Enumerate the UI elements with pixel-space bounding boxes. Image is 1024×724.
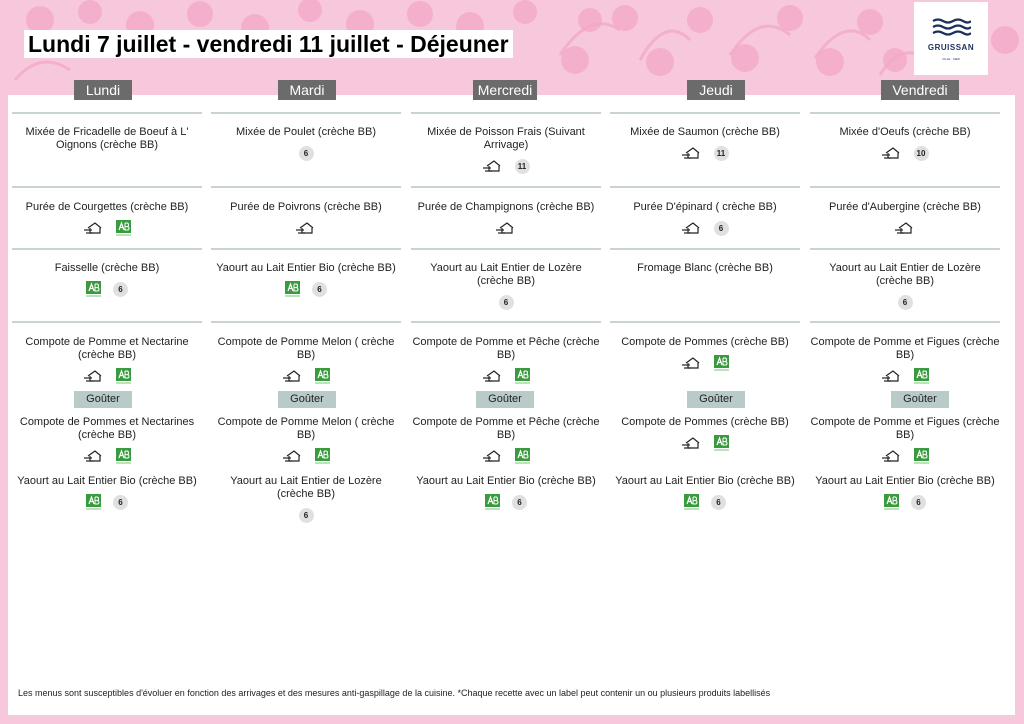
waves-icon	[931, 17, 971, 41]
dish-item	[411, 262, 601, 310]
dish-icons	[610, 220, 800, 236]
day-header-mardi: Mardi	[278, 80, 336, 100]
dish-label: Compote de Pommes (crèche BB)	[621, 336, 789, 348]
row-divider	[610, 321, 800, 323]
dish-icons	[12, 494, 202, 510]
ab-bio-icon	[714, 355, 729, 371]
row-divider	[211, 112, 401, 114]
dish-icons	[610, 435, 800, 451]
allergen-badge: 6	[299, 508, 314, 523]
allergen-badge: 6	[312, 282, 327, 297]
fait-maison-icon	[283, 369, 303, 383]
allergen-badge: 6	[911, 495, 926, 510]
dish-label: Compote de Pomme et Pêche (crèche BB)	[412, 336, 600, 361]
dish-item	[411, 336, 601, 384]
ab-bio-icon	[285, 281, 300, 297]
row-divider	[211, 248, 401, 250]
ab-bio-icon	[116, 368, 131, 384]
fait-maison-icon	[496, 221, 516, 235]
dish-item	[810, 126, 1000, 161]
ab-bio-icon	[116, 220, 131, 236]
fait-maison-icon	[84, 449, 104, 463]
dish-icons	[12, 368, 202, 384]
allergen-badge: 6	[499, 295, 514, 310]
dish-label: Purée D'épinard ( crèche BB)	[633, 201, 777, 213]
dish-icons	[610, 145, 800, 161]
dish-icons	[610, 494, 800, 510]
day-header-jeudi: Jeudi	[687, 80, 745, 100]
row-divider	[211, 186, 401, 188]
fait-maison-icon	[682, 436, 702, 450]
dish-icons	[211, 448, 401, 464]
dish-label: Faisselle (crèche BB)	[54, 262, 160, 274]
fait-maison-icon	[84, 221, 104, 235]
ab-bio-icon	[315, 448, 330, 464]
allergen-badge: 6	[299, 146, 314, 161]
allergen-badge: 11	[714, 146, 729, 161]
fait-maison-icon	[483, 369, 503, 383]
dish-label: Mixée de Poisson Frais (Suivant Arrivage)	[427, 126, 585, 151]
dish-label: Compote de Pomme et Nectarine (crèche BB)	[25, 336, 189, 361]
dish-label: Purée de Champignons (crèche BB)	[417, 201, 595, 213]
row-divider	[810, 112, 1000, 114]
ab-bio-icon	[914, 448, 929, 464]
row-divider	[411, 321, 601, 323]
logo-text: GRUISSAN	[927, 42, 975, 52]
row-divider	[411, 186, 601, 188]
dish-item	[810, 336, 1000, 384]
ab-bio-icon	[515, 448, 530, 464]
dish-label: Compote de Pommes (crèche BB)	[621, 416, 789, 428]
allergen-badge: 6	[113, 495, 128, 510]
dish-label: Purée de Courgettes (crèche BB)	[25, 201, 189, 213]
ab-bio-icon	[515, 368, 530, 384]
dish-icons	[810, 494, 1000, 510]
gruissan-logo	[914, 2, 988, 75]
dish-label: Mixée de Poulet (crèche BB)	[235, 126, 376, 138]
dish-label: Yaourt au Lait Entier Bio (crèche BB)	[615, 475, 795, 487]
allergen-badge: 6	[711, 495, 726, 510]
dish-icons	[810, 368, 1000, 384]
dish-icons	[211, 220, 401, 236]
dish-item	[12, 201, 202, 236]
dish-item	[411, 475, 601, 510]
dish-item	[610, 336, 800, 371]
allergen-badge: 6	[714, 221, 729, 236]
fait-maison-icon	[882, 369, 902, 383]
dish-label: Yaourt au Lait Entier Bio (crèche BB)	[17, 475, 197, 487]
dish-item	[411, 416, 601, 464]
ab-bio-icon	[315, 368, 330, 384]
row-divider	[610, 112, 800, 114]
ab-bio-icon	[884, 494, 899, 510]
dish-label: Yaourt au Lait Entier Bio (crèche BB)	[815, 475, 995, 487]
dish-item	[610, 126, 800, 161]
day-header-lundi: Lundi	[74, 80, 132, 100]
dish-item	[610, 475, 800, 510]
dish-icons	[411, 448, 601, 464]
ab-bio-icon	[684, 494, 699, 510]
dish-label: Yaourt au Lait Entier de Lozère (crèche BB)	[230, 475, 382, 500]
dish-item	[810, 262, 1000, 310]
dish-label: Purée d'Aubergine (crèche BB)	[829, 201, 981, 213]
row-divider	[610, 248, 800, 250]
dish-item	[12, 416, 202, 464]
page-title: Lundi 7 juillet - vendredi 11 juillet - Déjeuner	[24, 30, 513, 58]
dish-label: Fromage Blanc (crèche BB)	[637, 262, 773, 274]
dish-label: Yaourt au Lait Entier Bio (crèche BB)	[416, 475, 596, 487]
logo-subtext: VILLE · MER	[942, 56, 960, 61]
dish-label: Mixée d'Oeufs (crèche BB)	[839, 126, 971, 138]
gouter-label: Goûter	[476, 391, 534, 408]
dish-icons	[411, 158, 601, 174]
dish-icons	[211, 145, 401, 161]
dish-item	[610, 416, 800, 451]
dish-icons	[211, 281, 401, 297]
dish-icons	[12, 220, 202, 236]
dish-item	[810, 201, 1000, 236]
dish-item	[411, 201, 601, 236]
fait-maison-icon	[283, 449, 303, 463]
allergen-badge: 6	[512, 495, 527, 510]
dish-item	[211, 475, 401, 523]
dish-item	[211, 262, 401, 297]
dish-label: Compote de Pomme et Pêche (crèche BB)	[412, 416, 600, 441]
dish-label: Purée de Poivrons (crèche BB)	[230, 201, 382, 213]
dish-icons	[411, 368, 601, 384]
fait-maison-icon	[84, 369, 104, 383]
dish-icons	[411, 294, 601, 310]
ab-bio-icon	[714, 435, 729, 451]
dish-item	[12, 126, 202, 152]
dish-label: Compote de Pomme Melon ( crèche BB)	[217, 416, 395, 441]
fait-maison-icon	[483, 159, 503, 173]
dish-item	[12, 475, 202, 510]
dish-icons	[810, 448, 1000, 464]
ab-bio-icon	[86, 494, 101, 510]
fait-maison-icon	[895, 221, 915, 235]
dish-item	[211, 126, 401, 161]
ab-bio-icon	[914, 368, 929, 384]
dish-label: Mixée de Fricadelle de Boeuf à L' Oignons (crèche BB)	[25, 126, 189, 151]
dish-item	[211, 336, 401, 384]
dish-icons	[610, 355, 800, 371]
fait-maison-icon	[682, 221, 702, 235]
row-divider	[810, 248, 1000, 250]
row-divider	[12, 248, 202, 250]
ab-bio-icon	[86, 281, 101, 297]
ab-bio-icon	[485, 494, 500, 510]
gouter-label: Goûter	[687, 391, 745, 408]
dish-icons	[211, 507, 401, 523]
dish-item	[211, 416, 401, 464]
fait-maison-icon	[682, 146, 702, 160]
dish-item	[411, 126, 601, 174]
allergen-badge: 11	[515, 159, 530, 174]
row-divider	[810, 321, 1000, 323]
dish-icons	[12, 281, 202, 297]
allergen-badge: 6	[898, 295, 913, 310]
gouter-label: Goûter	[278, 391, 336, 408]
dish-icons	[211, 368, 401, 384]
fait-maison-icon	[483, 449, 503, 463]
dish-label: Yaourt au Lait Entier de Lozère (crèche BB)	[430, 262, 582, 287]
dish-label: Compote de Pomme et Figues (crèche BB)	[810, 416, 1000, 441]
dish-item	[610, 201, 800, 236]
fait-maison-icon	[296, 221, 316, 235]
ab-bio-icon	[116, 448, 131, 464]
dish-item	[610, 262, 800, 275]
row-divider	[810, 186, 1000, 188]
dish-icons	[810, 145, 1000, 161]
dish-label: Mixée de Saumon (crèche BB)	[630, 126, 780, 138]
row-divider	[411, 112, 601, 114]
dish-item	[211, 201, 401, 236]
dish-item	[12, 262, 202, 297]
dish-label: Compote de Pomme Melon ( crèche BB)	[217, 336, 395, 361]
row-divider	[610, 186, 800, 188]
dish-label: Compote de Pommes et Nectarines (crèche BB)	[19, 416, 195, 441]
dish-icons	[411, 494, 601, 510]
row-divider	[411, 248, 601, 250]
fait-maison-icon	[882, 449, 902, 463]
dish-item	[810, 416, 1000, 464]
dish-icons	[12, 448, 202, 464]
dish-icons	[411, 220, 601, 236]
gouter-label: Goûter	[891, 391, 949, 408]
row-divider	[12, 186, 202, 188]
dish-label: Compote de Pomme et Figues (crèche BB)	[810, 336, 1000, 361]
dish-item	[12, 336, 202, 384]
row-divider	[211, 321, 401, 323]
row-divider	[12, 112, 202, 114]
day-header-vendredi: Vendredi	[881, 80, 959, 100]
dish-icons	[810, 220, 1000, 236]
fait-maison-icon	[882, 146, 902, 160]
day-header-mercredi: Mercredi	[473, 80, 537, 100]
allergen-badge: 6	[113, 282, 128, 297]
dish-item	[810, 475, 1000, 510]
allergen-badge: 10	[914, 146, 929, 161]
dish-icons	[810, 294, 1000, 310]
footer-note: Les menus sont susceptibles d'évoluer en fonction des arrivages et des mesures anti-gaspillage de la cuisine. *Chaque recette avec un label peut contenir un ou plusieurs produits labellisés	[18, 688, 771, 698]
row-divider	[12, 321, 202, 323]
dish-label: Yaourt au Lait Entier Bio (crèche BB)	[216, 262, 396, 274]
gouter-label: Goûter	[74, 391, 132, 408]
dish-label: Yaourt au Lait Entier de Lozère (crèche BB)	[829, 262, 981, 287]
fait-maison-icon	[682, 356, 702, 370]
